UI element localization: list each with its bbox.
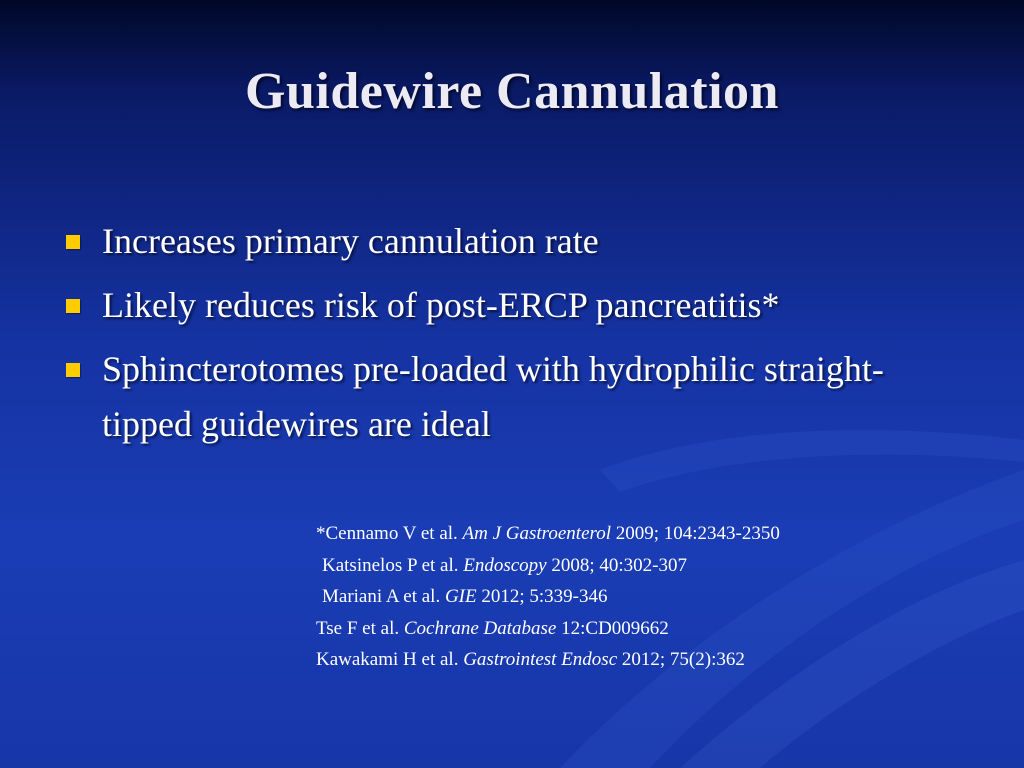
reference-authors: *Cennamo V et al. <box>316 523 463 544</box>
reference-authors: Kawakami H et al. <box>316 649 464 670</box>
bullet-text: Sphincterotomes pre-loaded with hydrophilic straight-tipped guidewires are ideal <box>102 349 884 444</box>
reference-authors: Katsinelos P et al. <box>322 554 464 576</box>
reference-line <box>316 581 936 613</box>
reference-authors: Tse F et al. <box>316 617 404 639</box>
reference-line <box>316 613 936 645</box>
bullet-item <box>62 278 962 333</box>
references-block <box>316 518 936 676</box>
reference-journal: Cochrane Database <box>403 617 557 639</box>
reference-line <box>316 518 936 550</box>
slide-title: Guidewire Cannulation <box>245 63 779 120</box>
reference-citation: 2008; 40:302-307 <box>546 554 688 576</box>
reference-journal: Am J Gastroenterol <box>462 523 611 544</box>
reference-line <box>316 550 936 582</box>
square-bullet-icon <box>66 299 80 313</box>
reference-authors: Mariani A et al. <box>322 586 445 607</box>
bullet-item <box>62 214 962 269</box>
reference-journal: GIE <box>444 586 477 607</box>
reference-journal: Endoscopy <box>463 554 547 576</box>
square-bullet-icon <box>66 235 80 249</box>
reference-citation: 2009; 104:2343-2350 <box>611 523 780 544</box>
bullet-item <box>62 342 962 452</box>
bullet-list <box>62 214 962 461</box>
reference-citation: 2012; 5:339-346 <box>476 586 608 607</box>
reference-journal: Gastrointest Endosc <box>463 649 618 670</box>
bullet-text: Likely reduces risk of post-ERCP pancreatitis* <box>102 285 780 325</box>
reference-line <box>316 644 936 676</box>
reference-citation: 2012; 75(2):362 <box>617 649 745 670</box>
reference-citation: 12:CD009662 <box>556 617 669 639</box>
square-bullet-icon <box>66 363 80 377</box>
bullet-text: Increases primary cannulation rate <box>102 221 599 261</box>
